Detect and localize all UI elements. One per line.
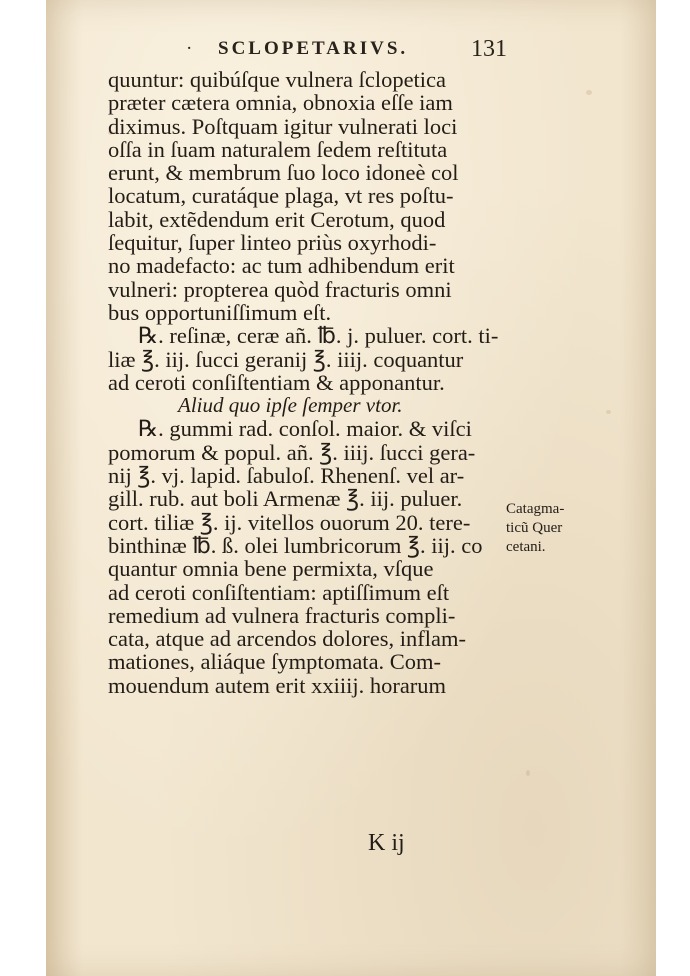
marginal-note-line: Catagma- (506, 501, 565, 517)
text-line: oſſa in ſuam naturalem ſedem reſtituta (108, 136, 448, 162)
recipe-line: cort. tiliæ ℥. ij. vitellos ouorum 20. tere- (108, 509, 471, 535)
foxing-spot (526, 770, 530, 776)
marginal-note-line: ticũ Quer (506, 520, 563, 536)
marginal-note-line: cetani. (506, 539, 546, 555)
foxing-spot (586, 90, 592, 95)
recipe-line: ℞. gummi rad. conſol. maior. & viſci (138, 416, 472, 442)
recipe-line: gill. rub. aut boli Armenæ ℥. iij. puluer. (108, 486, 463, 512)
recipe-line: liæ ℥. iij. ſucci geranij ℥. iiij. coquantur (108, 346, 464, 372)
section-heading: Aliud quo ipſe ſemper vtor. (178, 393, 403, 418)
recipe-line: mationes, aliáque ſymptomata. Com- (108, 649, 442, 675)
text-line: præter cætera omnia, obnoxia eſſe iam (108, 90, 453, 116)
recipe-line: mouendum autem erit xxiiij. horarum (108, 672, 447, 698)
text-line: quuntur: quibúſque vulnera ſclopetica (108, 67, 447, 92)
running-title: SCLOPETARIVS. (218, 38, 409, 59)
recipe-line: nij ℥. vj. lapid. ſabuloſ. Rhenenſ. vel ar- (108, 463, 465, 489)
recipe-line: quantur omnia bene permixta, vſque (108, 556, 434, 582)
foxing-spot (606, 410, 611, 414)
recipe-line: cata, atque ad arcendos dolores, inflam- (108, 626, 466, 652)
recipe-line: ad ceroti conſiſtentiam: aptiſſimum eſt (108, 579, 450, 605)
recipe-line: ℞. reſinæ, ceræ añ. ℔. j. puluer. cort. ti- (138, 323, 499, 349)
text-line: labit, extẽdendum erit Cerotum, quod (108, 206, 446, 232)
recipe-line: remedium ad vulnera fracturis compli- (108, 602, 456, 628)
book-page (46, 0, 656, 976)
recipe-line: binthinæ ℔. ß. olei lumbricorum ℥. iij. co (108, 532, 483, 558)
page-header (46, 38, 656, 68)
text-line: diximus. Poſtquam igitur vulnerati loci (108, 113, 458, 139)
recipe-line: pomorum & popul. añ. ℥. iiij. ſucci gera- (108, 439, 476, 465)
text-line: bus opportuniſſimum eſt. (108, 299, 332, 325)
page-number: 131 (471, 36, 507, 62)
recipe-line: ad ceroti conſiſtentiam & apponantur. (108, 369, 445, 395)
main-text-block (108, 68, 508, 697)
text-line: vulneri: propterea quòd fracturis omni (108, 276, 452, 302)
header-mark: · (186, 38, 193, 59)
text-line: locatum, curatáque plaga, vt res poſtu- (108, 183, 454, 209)
signature-mark: K ij (368, 830, 405, 856)
text-line: erunt, & membrum ſuo loco idoneè col (108, 160, 459, 186)
marginal-note (506, 500, 564, 557)
text-line: no madefacto: ac tum adhibendum erit (108, 253, 455, 279)
text-line: ſequitur, ſuper linteo priùs oxyrhodi- (108, 230, 437, 256)
